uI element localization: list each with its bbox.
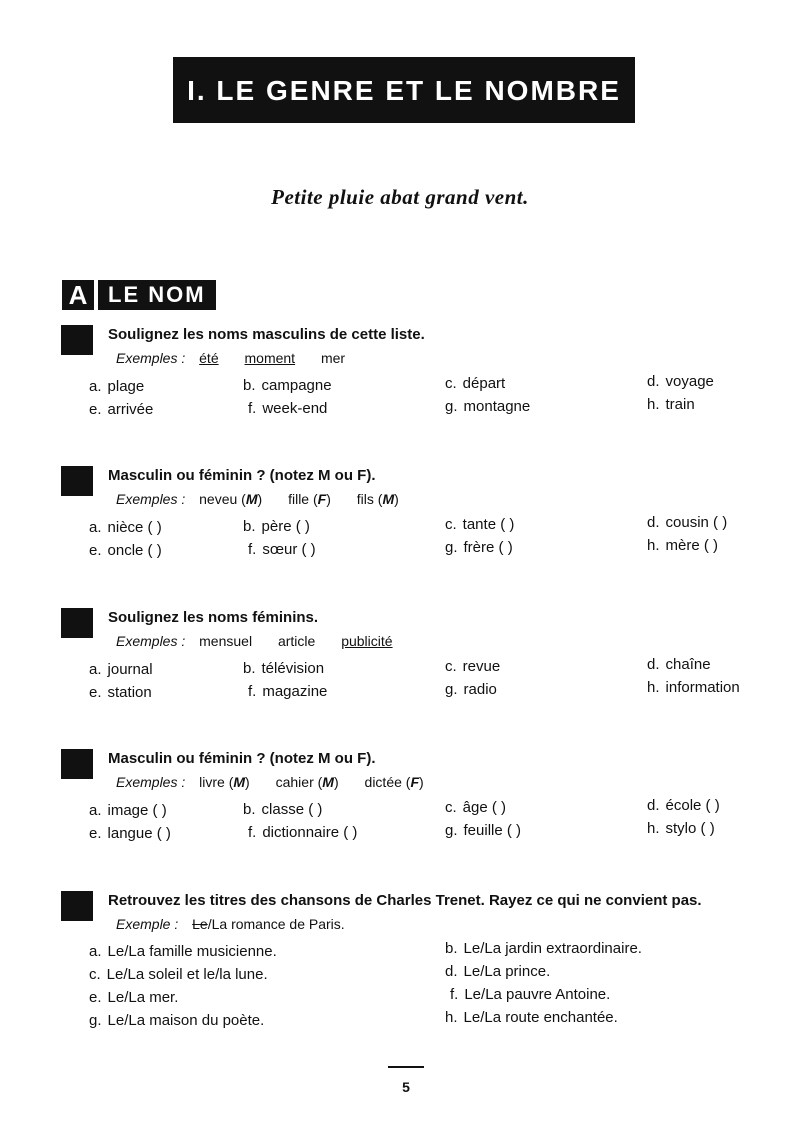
exercise-item: e. langue ( ) xyxy=(89,825,171,842)
exercise-item: g. frère ( ) xyxy=(445,539,513,556)
exercise-item: b. père ( ) xyxy=(243,518,310,535)
exercise-instruction: Masculin ou féminin ? (notez M ou F). xyxy=(108,750,376,767)
exercise-item: d. cousin ( ) xyxy=(647,514,728,531)
page-number-rule xyxy=(388,1066,424,1068)
exercise-item: d. chaîne xyxy=(647,656,711,673)
exercise-item: c. départ xyxy=(445,375,506,392)
exercise-item: h. mère ( ) xyxy=(647,537,719,554)
example-word: fille (F) xyxy=(288,491,331,507)
exercise-item: e. Le/La mer. xyxy=(89,989,179,1006)
exercise-item: b. Le/La jardin extraordinaire. xyxy=(445,940,642,957)
exercise-item: f. week-end xyxy=(248,400,328,417)
example-word: article xyxy=(277,633,316,649)
section-header xyxy=(62,280,216,310)
exercise-marker xyxy=(61,891,93,921)
example-word: livre (M) xyxy=(199,774,250,790)
exercise-item: g. Le/La maison du poète. xyxy=(89,1012,265,1029)
example-word: dictée (F) xyxy=(364,774,424,790)
exercise-item: h. information xyxy=(647,679,740,696)
exercise-item: c. tante ( ) xyxy=(445,516,515,533)
examples-label: Exemple : xyxy=(116,916,179,932)
exercise-marker xyxy=(61,608,93,638)
exercise-item: a. journal xyxy=(89,661,153,678)
exercise-item: c. âge ( ) xyxy=(445,799,507,816)
example-word: fils (M) xyxy=(356,491,399,507)
exercise-item: d. école ( ) xyxy=(647,797,720,814)
exercise-item: e. oncle ( ) xyxy=(89,542,162,559)
exercise-examples xyxy=(116,633,415,649)
examples-label: Exemples : xyxy=(116,491,186,507)
page-number: 5 xyxy=(402,1079,410,1095)
exercise-item: h. Le/La route enchantée. xyxy=(445,1009,618,1026)
exercise-instruction: Soulignez les noms masculins de cette liste. xyxy=(108,326,425,343)
exercise-item: c. revue xyxy=(445,658,501,675)
examples-label: Exemples : xyxy=(116,350,186,366)
examples-label: Exemples : xyxy=(116,633,186,649)
exercise-item: c. Le/La soleil et le/la lune. xyxy=(89,966,268,983)
example-word: moment xyxy=(244,350,296,366)
exercise-item: d. Le/La prince. xyxy=(445,963,551,980)
exercise-item: e. arrivée xyxy=(89,401,154,418)
example-word: neveu (M) xyxy=(199,491,263,507)
exercise-examples xyxy=(116,491,421,507)
example-struck-article: Le xyxy=(192,916,208,932)
proverb: Petite pluie abat grand vent. xyxy=(271,185,529,209)
exercise-item: h. stylo ( ) xyxy=(647,820,715,837)
section-name: LE NOM xyxy=(98,280,216,310)
exercise-examples xyxy=(116,774,446,790)
exercise-item: b. classe ( ) xyxy=(243,801,323,818)
exercise-item: a. plage xyxy=(89,378,145,395)
exercise-marker xyxy=(61,749,93,779)
examples-label: Exemples : xyxy=(116,774,186,790)
example-word: cahier (M) xyxy=(275,774,339,790)
exercise-item: a. nièce ( ) xyxy=(89,519,162,536)
exercise-item: f. Le/La pauvre Antoine. xyxy=(450,986,611,1003)
exercise-marker xyxy=(61,325,93,355)
exercise-item: f. sœur ( ) xyxy=(248,541,316,558)
exercise-instruction: Soulignez les noms féminins. xyxy=(108,609,319,626)
exercise-examples xyxy=(116,350,367,366)
exercise-item: h. train xyxy=(647,396,695,413)
example-word: mensuel xyxy=(199,633,253,649)
exercise-item: b. télévision xyxy=(243,660,325,677)
section-letter: A xyxy=(62,280,94,310)
example-word: publicité xyxy=(341,633,393,649)
exercise-item: e. station xyxy=(89,684,152,701)
exercise-item: g. feuille ( ) xyxy=(445,822,522,839)
exercise-item: g. radio xyxy=(445,681,497,698)
example-word: mer xyxy=(320,350,346,366)
chapter-title: I. LE GENRE ET LE NOMBRE xyxy=(173,57,635,123)
exercise-item: g. montagne xyxy=(445,398,531,415)
exercise-item: d. voyage xyxy=(647,373,714,390)
example-word: été xyxy=(199,350,219,366)
exercise-item: f. magazine xyxy=(248,683,328,700)
exercise-item: a. Le/La famille musicienne. xyxy=(89,943,277,960)
exercise-instruction: Masculin ou féminin ? (notez M ou F). xyxy=(108,467,376,484)
exercise-item: f. dictionnaire ( ) xyxy=(248,824,358,841)
exercise-instruction: Retrouvez les titres des chansons de Charles Trenet. Rayez ce qui ne convient pas. xyxy=(108,892,702,909)
exercise-item: a. image ( ) xyxy=(89,802,167,819)
exercise-examples xyxy=(116,916,345,932)
exercise-marker xyxy=(61,466,93,496)
exercise-item: b. campagne xyxy=(243,377,332,394)
example-word: /La romance de Paris. xyxy=(207,916,345,932)
